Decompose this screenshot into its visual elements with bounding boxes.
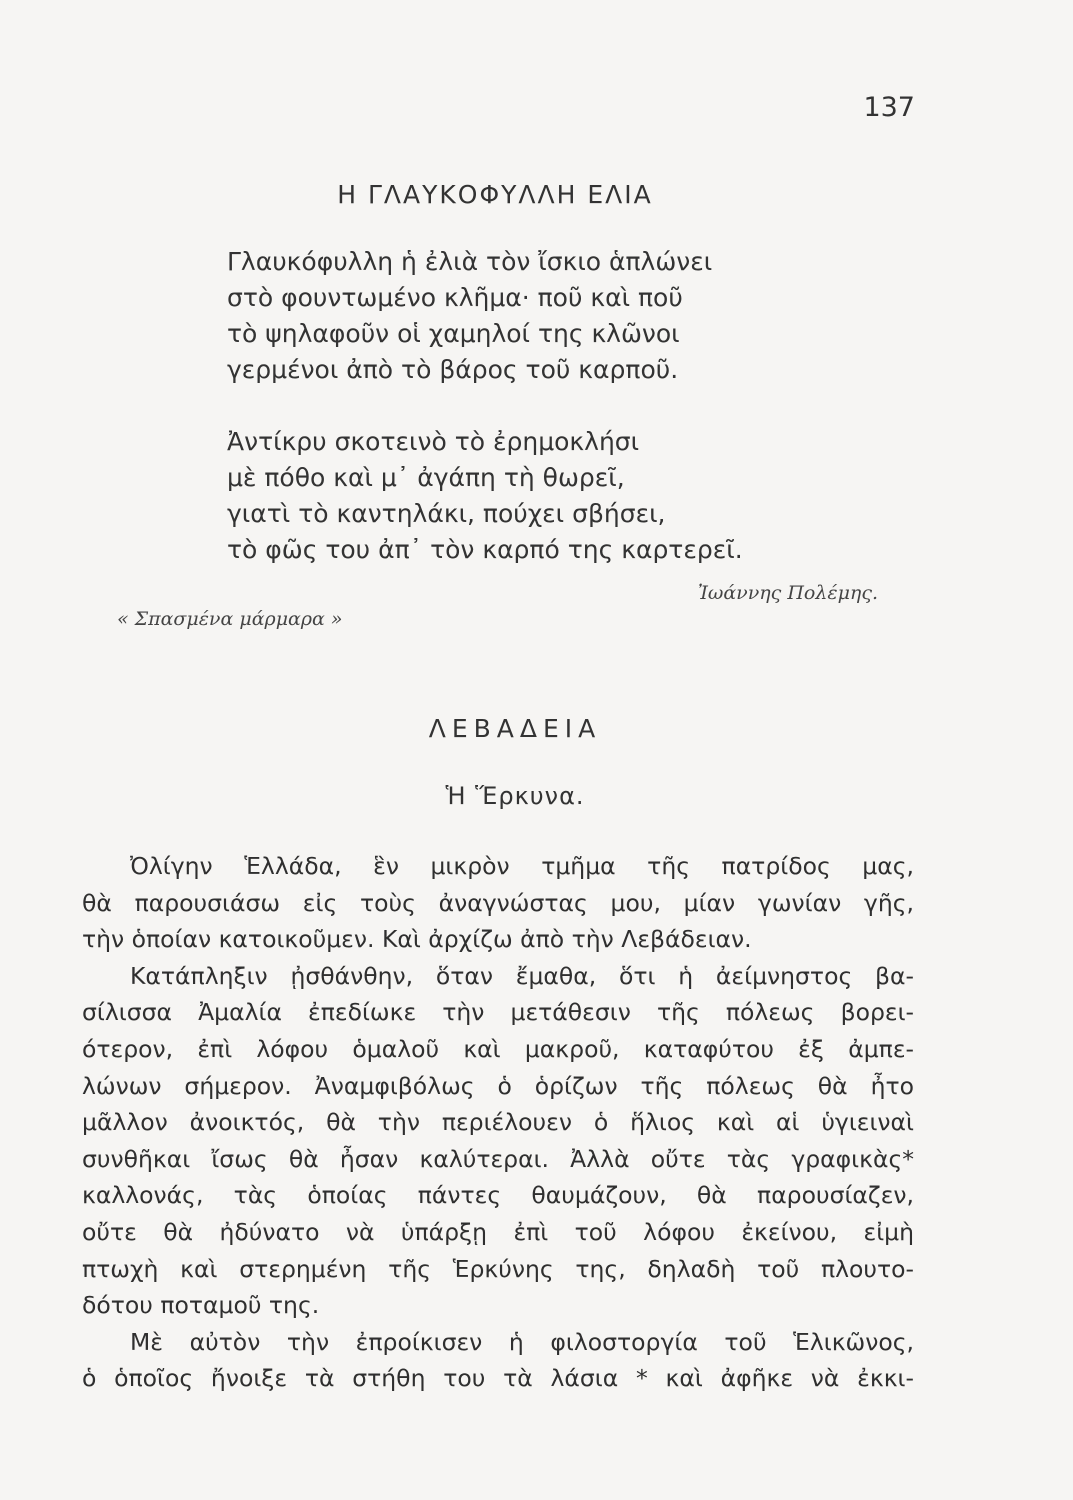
body-line: καλλονάς, τὰς ὁποίας πάντες θαυμάζουν, θὰ παρουσίαζεν, [82, 1181, 914, 1210]
body-line: λώνων σήμερον. Ἀναμφιβόλως ὁ ὁρίζων τῆς πόλεως θὰ ἦτο [82, 1071, 914, 1100]
poem-source: « Σπασμένα μάρμαρα » [117, 608, 343, 630]
body-line: συνθῆκαι ἴσως θὰ ἦσαν καλύτεραι. Ἀλλὰ οὔτε τὰς γραφικὰς* [82, 1144, 914, 1173]
poem-author: Ἰωάννης Πολέμης. [697, 582, 878, 604]
body-line: δότου ποταμοῦ της. [82, 1291, 320, 1320]
page-number: 137 [863, 92, 915, 123]
poem-stanza-2 [227, 424, 743, 568]
body-line: Μὲ αὐτὸν τὴν ἐπροίκισεν ἡ φιλοστοργία τοῦ Ἑλικῶνος, [130, 1327, 914, 1356]
poem-line: γερμένοι ἀπὸ τὸ βάρος τοῦ καρποῦ. [227, 355, 679, 384]
body-line: θὰ παρουσιάσω εἰς τοὺς ἀναγνώστας μου, μίαν γωνίαν γῆς, [82, 888, 914, 917]
article-body [82, 848, 914, 1397]
article-title: ΛΕΒΑΔΕΙΑ [428, 714, 602, 743]
poem-line: Γλαυκόφυλλη ἡ ἐλιὰ τὸν ἴσκιο ἁπλώνει [227, 247, 713, 276]
poem-line: Ἀντίκρυ σκοτεινὸ τὸ ἐρημοκλήσι [227, 427, 640, 456]
body-line: μᾶλλον ἀνοικτός, θὰ τὴν περιέλουεν ὁ ἥλιος καὶ αἱ ὑγιειναὶ [82, 1108, 914, 1137]
poem-line: στὸ φουντωμένο κλῆμα· ποῦ καὶ ποῦ [227, 283, 683, 312]
body-line: σίλισσα Ἀμαλία ἐπεδίωκε τὴν μετάθεσιν τῆς πόλεως βορει- [82, 998, 914, 1027]
poem-line: γιατὶ τὸ καντηλάκι, πούχει σβήσει, [227, 499, 666, 528]
body-line: Κατάπληξιν ᾐσθάνθην, ὅταν ἔμαθα, ὅτι ἡ ἀείμνηστος βα- [130, 961, 914, 990]
poem-stanza-1 [227, 244, 712, 388]
poem-line: τὸ φῶς του ἀπ᾿ τὸν καρπό της καρτερεῖ. [227, 535, 743, 564]
body-line: ὁ ὁποῖος ἤνοιξε τὰ στήθη του τὰ λάσια * καὶ ἀφῆκε νὰ ἐκκι- [82, 1364, 914, 1393]
poem-line: μὲ πόθο καὶ μ᾿ ἀγάπη τὴ θωρεῖ, [227, 463, 625, 492]
body-line: ότερον, ἐπὶ λόφου ὁμαλοῦ καὶ μακροῦ, καταφύτου ἐξ ἀμπε- [82, 1034, 914, 1063]
article-subtitle: Ἡ Ἕρκυνα. [445, 782, 585, 810]
body-line: Ὀλίγην Ἑλλάδα, ἓν μικρὸν τμῆμα τῆς πατρίδος μας, [130, 852, 914, 880]
body-line: πτωχὴ καὶ στερημένη τῆς Ἑρκύνης της, δηλαδὴ τοῦ πλουτο- [82, 1254, 914, 1283]
body-line: τὴν ὁποίαν κατοικοῦμεν. Καὶ ἀρχίζω ἀπὸ τὴν Λεβάδειαν. [82, 925, 752, 954]
poem-title: Η ΓΛΑΥΚΟΦΥΛΛΗ ΕΛΙΑ [337, 180, 653, 209]
body-line: οὔτε θὰ ἠδύνατο νὰ ὑπάρξῃ ἐπὶ τοῦ λόφου ἐκείνου, εἰμὴ [82, 1217, 914, 1246]
poem-line: τὸ ψηλαφοῦν οἱ χαμηλοί της κλῶνοι [227, 319, 680, 348]
